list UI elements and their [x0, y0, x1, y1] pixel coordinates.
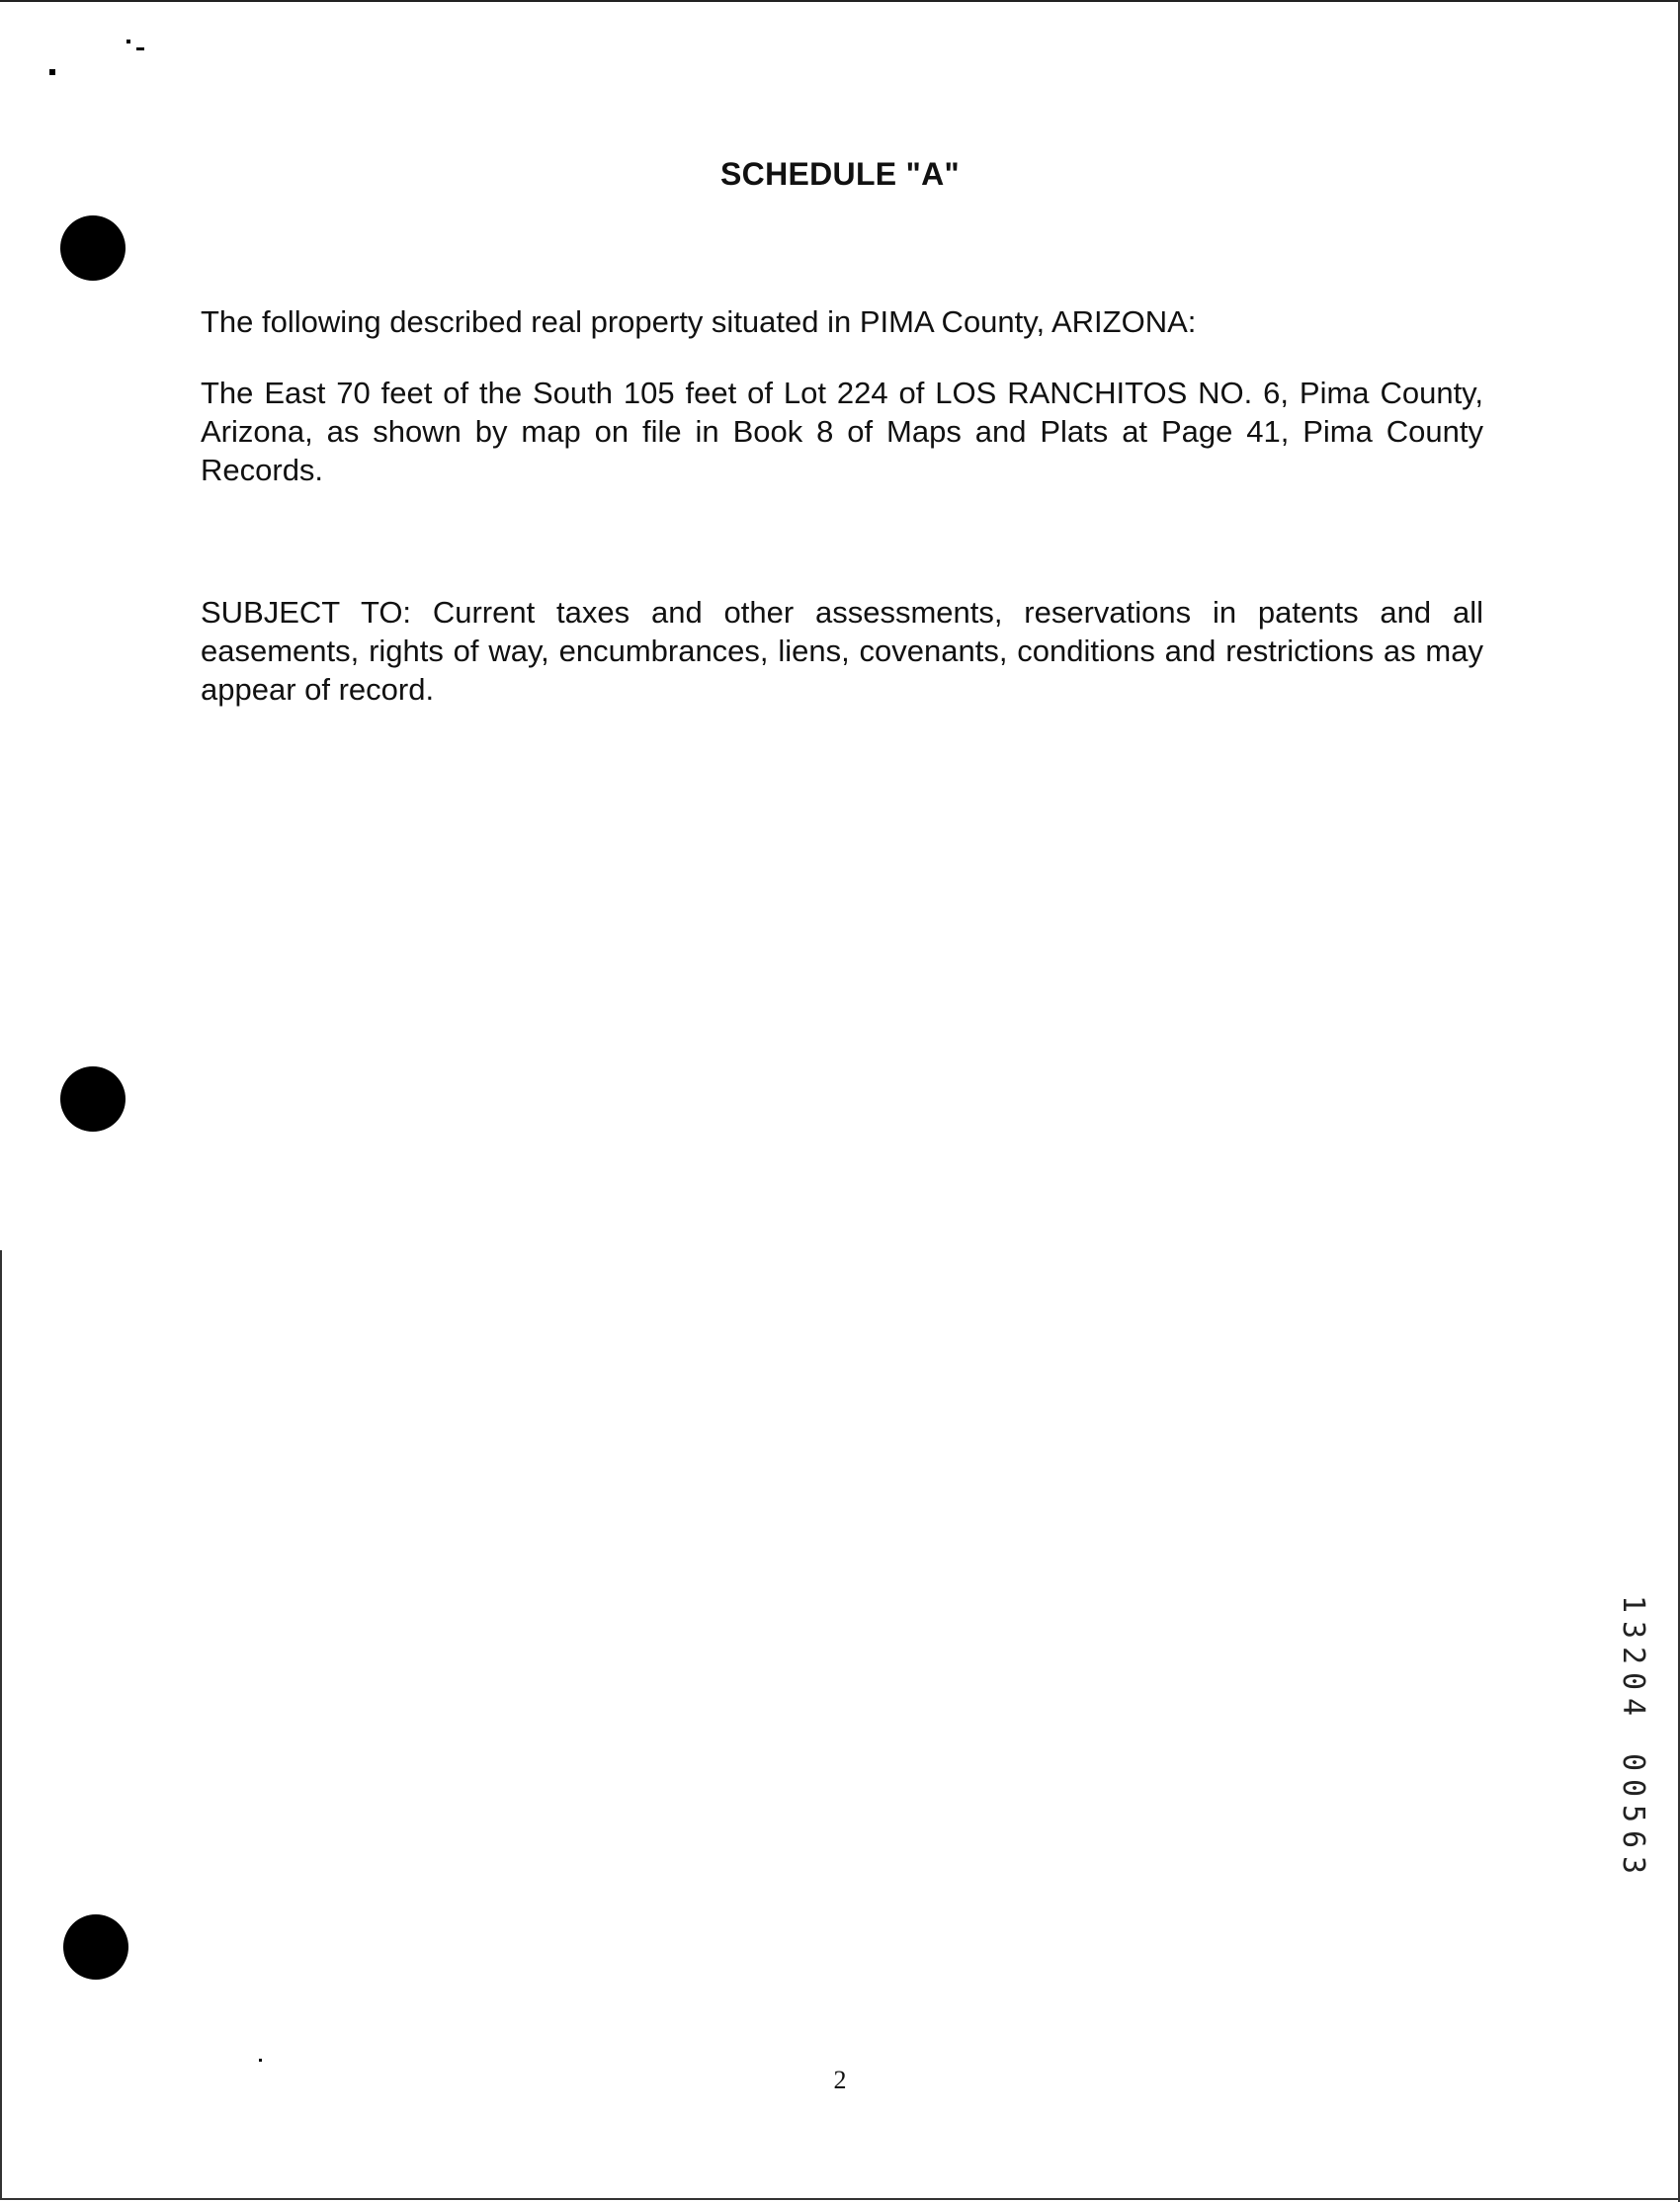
- punch-hole-top: [60, 215, 126, 281]
- stamp-digit: 0: [1616, 1778, 1650, 1798]
- scan-speck: [126, 40, 130, 43]
- scan-speck: [259, 2059, 262, 2062]
- legal-description: The East 70 feet of the South 105 feet of Lot 224 of LOS RANCHITOS NO. 6, Pima County, Arizona, as shown by map on file in Book 8 of Maps and Plats at Page 41, Pima County Records.: [201, 376, 1483, 487]
- property-intro: The following described real property situated in PIMA County, ARIZONA:: [201, 304, 1197, 339]
- page-number: 2: [833, 2066, 847, 2094]
- scan-speck: [136, 47, 144, 50]
- page-border-top: [0, 0, 1680, 2]
- punch-hole-bottom: [63, 1914, 128, 1980]
- subject-to-clause: SUBJECT TO: Current taxes and other assessments, reservations in patents and all easements, rights of way, encumbrances, liens, covenants, conditions and restrictions as may appear of record.: [201, 595, 1483, 707]
- page-border-bottom: [0, 2198, 1680, 2200]
- stamp-digit: 3: [1616, 1855, 1650, 1875]
- stamp-digit: 6: [1616, 1829, 1650, 1849]
- stamp-digit: 5: [1616, 1804, 1650, 1823]
- stamp-digit: 0: [1616, 1671, 1650, 1691]
- stamp-digit: 0: [1616, 1752, 1650, 1772]
- punch-hole-middle: [60, 1066, 126, 1132]
- recording-stamp-book: [1616, 1591, 1650, 1720]
- page-border-left: [0, 1250, 2, 2199]
- scan-speck: [49, 69, 55, 75]
- recording-stamp-page: [1616, 1749, 1650, 1878]
- stamp-digit: 4: [1616, 1697, 1650, 1717]
- stamp-digit: 3: [1616, 1620, 1650, 1640]
- stamp-digit: 2: [1616, 1646, 1650, 1665]
- stamp-digit: 1: [1616, 1594, 1650, 1614]
- recording-stamp: [1613, 1591, 1652, 1878]
- schedule-title: SCHEDULE "A": [720, 156, 960, 192]
